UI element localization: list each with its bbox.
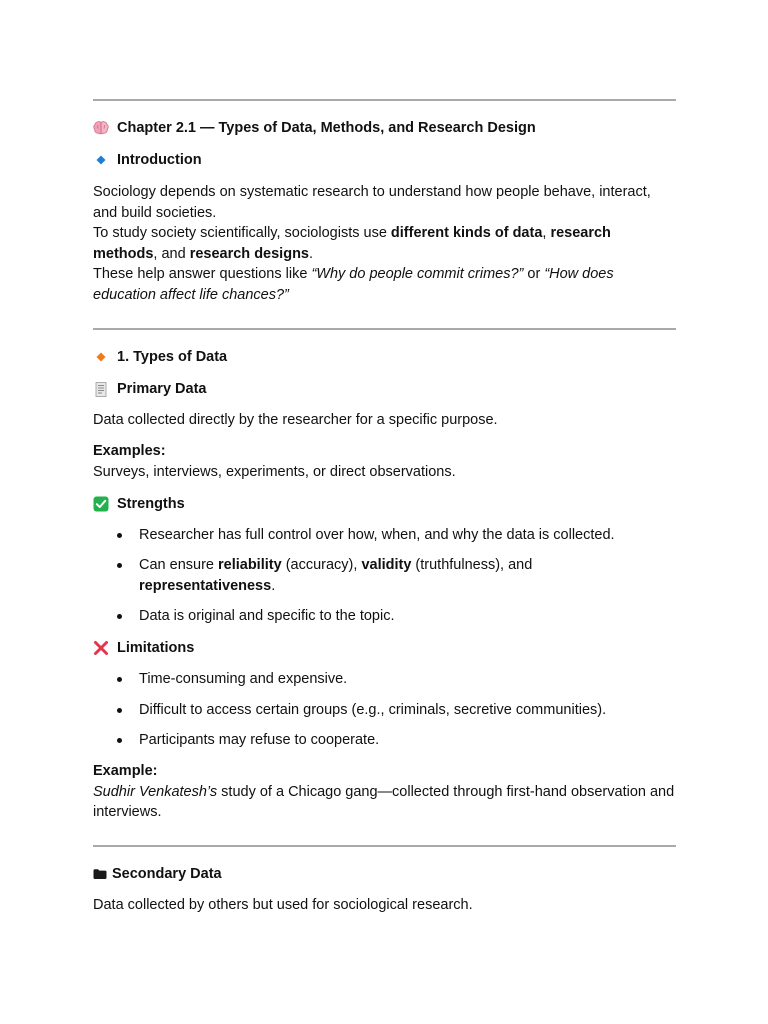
primary-data-heading <box>93 379 206 399</box>
horizontal-rule <box>93 845 676 847</box>
types-of-data-title: 1. Types of Data <box>117 348 228 365</box>
brain-icon <box>93 120 109 136</box>
examples-text: Surveys, interviews, experiments, or direct observations. <box>93 463 456 480</box>
introduction-heading <box>93 150 202 170</box>
intro-line-3: These help answer questions like “Why do people commit crimes?” or “How does education affect life chances?” <box>93 266 614 303</box>
horizontal-rule <box>93 99 676 101</box>
primary-data-title: Primary Data <box>117 380 207 397</box>
examples-block <box>93 441 677 482</box>
folder-icon <box>93 866 107 882</box>
intro-line-2: To study society scientifically, sociologists use different kinds of data, research methods, and research designs. <box>93 225 611 262</box>
strengths-heading <box>93 494 185 514</box>
blue-diamond-icon <box>93 152 109 168</box>
example-label: Example: <box>93 763 158 779</box>
types-of-data-heading <box>93 347 227 367</box>
strengths-title: Strengths <box>117 495 185 512</box>
document-icon <box>93 381 109 397</box>
secondary-data-heading <box>93 864 222 884</box>
check-mark-icon <box>93 496 109 512</box>
horizontal-rule <box>93 328 676 330</box>
chapter-heading <box>93 118 536 138</box>
chapter-title: Chapter 2.1 — Types of Data, Methods, and Research Design <box>117 119 536 136</box>
examples-label: Examples: <box>93 443 166 459</box>
secondary-data-title: Secondary Data <box>112 865 222 882</box>
orange-diamond-icon <box>93 349 109 365</box>
limitations-title: Limitations <box>117 639 195 656</box>
primary-data-definition: Data collected directly by the researcher for a specific purpose. <box>93 412 498 428</box>
introduction-paragraph <box>93 182 677 305</box>
cross-mark-icon <box>93 640 109 656</box>
example-block <box>93 761 677 823</box>
example-text: Sudhir Venkatesh’s study of a Chicago gang—collected through first-hand observation and interviews. <box>93 783 675 820</box>
secondary-data-definition: Data collected by others but used for sociological research. <box>93 897 473 913</box>
introduction-title: Introduction <box>117 151 202 168</box>
document-page: Chapter 2.1 — Types of Data, Methods, and Research Design Introduction Sociology depends on systematic research to understand how people behave, interact, and build societies. To study society scientifically, sociologists use different kinds of data, research methods, and research designs. These help answer questions like “Why do people commit crimes?” or “How does education affect life chances?” 1. Types of Data Primary Data Data collected directly by the researcher for a specific purpose. Examples: Surveys, interviews, experiments, or direct observations. Strengths Researcher has full control over how, when, and why the data is collected. Can ensure reliability (accuracy), validity (truthfulness), and representativeness. Data is original and specific to the topic. Limitations Time-consuming and expensive. Difficult to access certain groups (e.g., criminals, secretive communities). Participants may refuse to cooperate. Example: Sudhir Venkatesh’s study of a Chicago gang—collected through first-hand observation and interviews. Secondary Data Data collected by others but used for sociological research. <box>0 0 768 1024</box>
limitations-heading <box>93 638 194 658</box>
intro-line-1: Sociology depends on systematic research to understand how people behave, interact, and build societies. <box>93 184 651 221</box>
